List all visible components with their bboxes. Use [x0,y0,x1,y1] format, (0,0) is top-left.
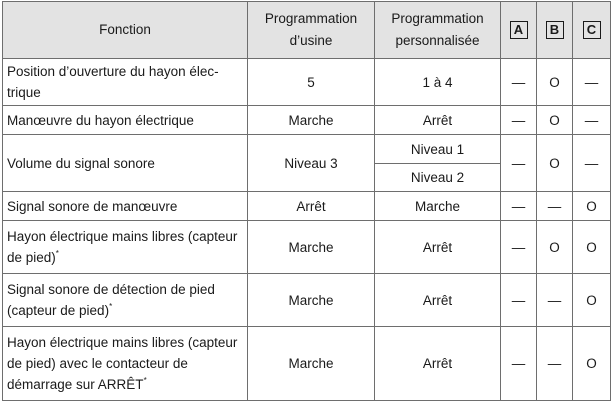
header-col-a [501,2,537,59]
footnote-mark: * [143,376,147,385]
table-row [3,327,611,401]
cell-b: — [537,327,573,401]
cell-a: — [501,221,537,274]
cell-fonction: Position d’ouverture du hayon électrique [3,59,248,106]
cell-c: O [573,274,611,327]
cell-fonction [3,221,248,274]
header-fonction: Fonction [3,2,248,59]
footnote-mark: * [55,249,59,258]
header-col-c [573,2,611,59]
cell-fonction: Manœuvre du hayon électrique [3,106,248,135]
header-perso: Programmation personnalisée [375,2,501,59]
cell-perso: Arrêt [375,221,501,274]
col-b-box: B [546,21,564,39]
table-row [3,135,611,164]
cell-perso: Arrêt [375,327,501,401]
cell-fonction: Volume du signal sonore [3,135,248,192]
cell-fonction [3,274,248,327]
header-usine: Programmation d’usine [248,2,375,59]
cell-perso: Marche [375,192,501,221]
col-c-box: C [583,21,601,39]
cell-perso: Niveau 2 [375,164,501,192]
fonction-text: Hayon électrique mains libres (capteur de pied) avec le contacteur de démarrage sur ARRÊT [7,335,238,392]
cell-fonction: Signal sonore de manœuvre [3,192,248,221]
table-row [3,221,611,274]
col-a-box: A [510,21,528,39]
table-row [3,274,611,327]
cell-c: — [573,106,611,135]
cell-a: — [501,192,537,221]
footnote-mark: * [109,302,113,311]
cell-perso: Arrêt [375,274,501,327]
cell-b: — [537,274,573,327]
cell-b: — [537,192,573,221]
cell-c: — [573,135,611,192]
cell-c: O [573,327,611,401]
cell-b: O [537,59,573,106]
cell-a: — [501,59,537,106]
settings-table [2,1,611,401]
cell-usine: Marche [248,327,375,401]
table-row [3,106,611,135]
cell-a: — [501,274,537,327]
table-row [3,59,611,106]
cell-perso: Niveau 1 [375,135,501,164]
cell-b: O [537,221,573,274]
fonction-text: Hayon électrique mains libres (capteur de pied) [7,229,238,265]
cell-usine: Arrêt [248,192,375,221]
cell-usine: Marche [248,106,375,135]
cell-b: O [537,106,573,135]
cell-a: — [501,327,537,401]
settings-table-container [2,1,611,401]
table-row [3,192,611,221]
cell-usine: Niveau 3 [248,135,375,192]
cell-fonction [3,327,248,401]
cell-c: O [573,221,611,274]
cell-usine: 5 [248,59,375,106]
cell-usine: Marche [248,221,375,274]
cell-c: — [573,59,611,106]
cell-perso: Arrêt [375,106,501,135]
cell-b: O [537,135,573,192]
cell-a: — [501,135,537,192]
cell-c: O [573,192,611,221]
fonction-text: Signal sonore de détection de pied (capteur de pied) [7,282,215,318]
cell-a: — [501,106,537,135]
table-header-row [3,2,611,59]
header-col-b [537,2,573,59]
cell-usine: Marche [248,274,375,327]
cell-perso: 1 à 4 [375,59,501,106]
